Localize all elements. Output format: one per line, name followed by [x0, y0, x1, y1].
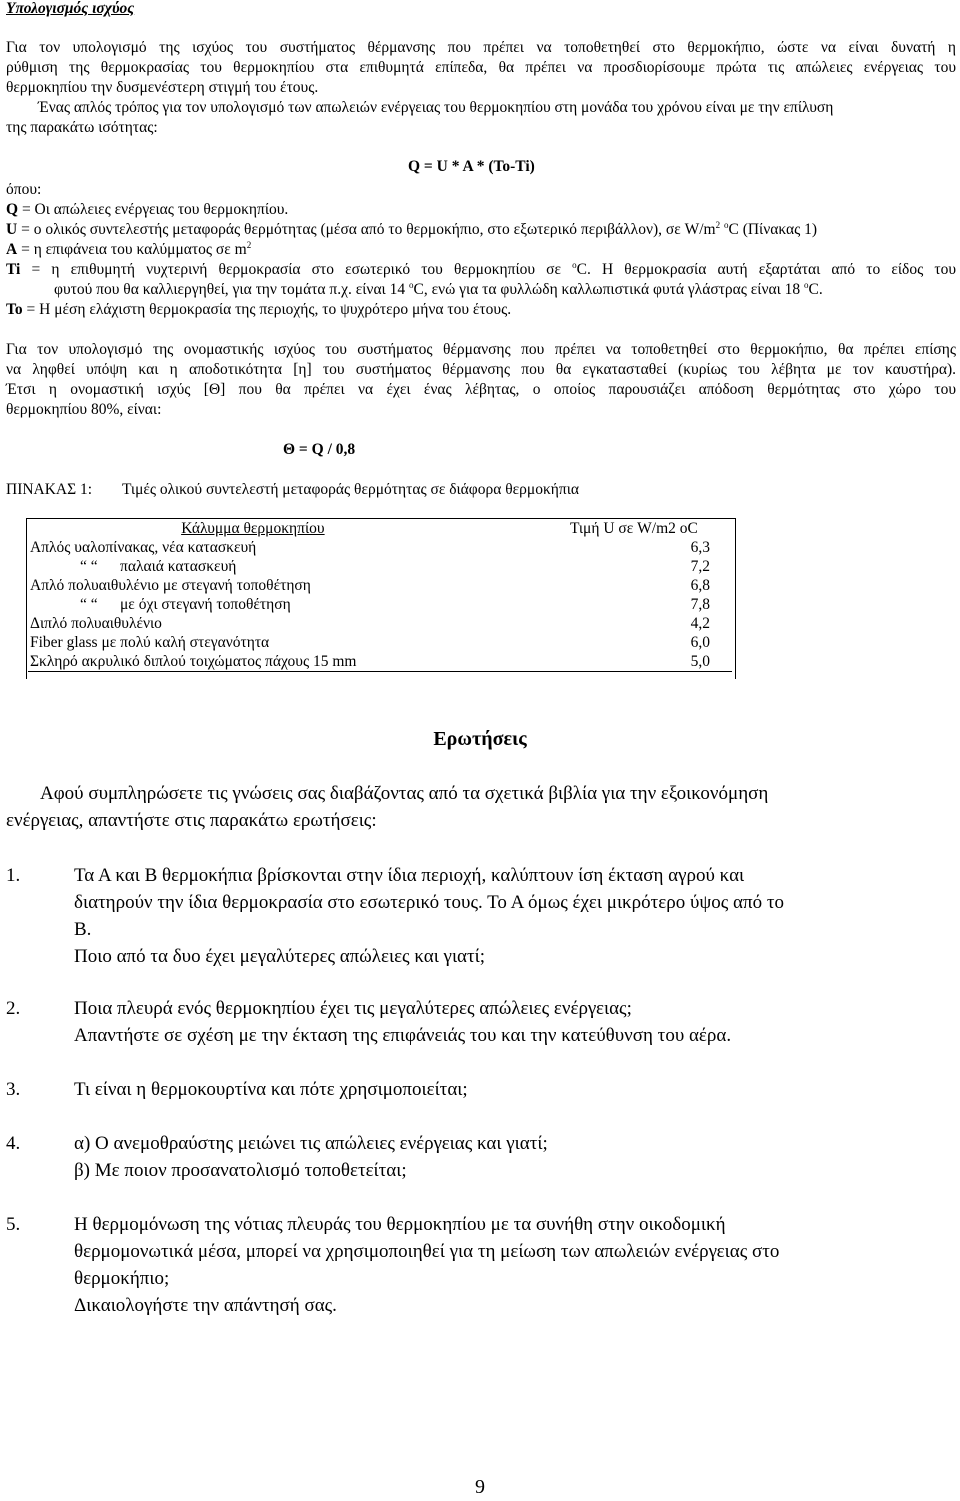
question-number: 1. [6, 865, 21, 886]
table-cell-cover [28, 595, 476, 614]
definition-ti-line2c: C. [808, 281, 823, 298]
intro-line-2: ρύθμιση της θερμοκρασίας του θερμοκηπίου στα επιθυμητά επίπεδα, θα πρέπει να προσδιορίσουμε πρώτα τις απώλειες ενέργειας του [6, 59, 956, 76]
question-text-line: Δικαιολογήστε την απάντησή σας. [74, 1295, 337, 1316]
table-header-u: Τιμή U σε W/m2 oC [569, 520, 698, 537]
table-row [28, 576, 732, 595]
intro-paragraph [6, 38, 956, 138]
question-number: 2. [6, 998, 21, 1019]
question-number: 4. [6, 1133, 21, 1154]
definition-ti-symbol: Ti [6, 261, 21, 278]
definition-a-text: = η επιφάνεια του καλύμματος σε m [17, 241, 247, 258]
table-cell-cover [28, 576, 476, 595]
question-text-line: Τα Α και Β θερμοκήπια βρίσκονται στην ίδια περιοχή, καλύπτουν ίση έκταση αγρού και [74, 865, 745, 886]
definition-a-symbol: A [6, 241, 18, 258]
ditto-mark: “ “ [80, 558, 98, 575]
definition-ti-line2b: C, ενώ για τα φυλλώδη καλλωπιστικά φυτά γλάστρας είναι 18 [413, 281, 805, 298]
definition-u-sup2: o [723, 220, 729, 230]
questions-title: Ερωτήσεις [433, 728, 527, 750]
table-cell-u-value: 7,2 [690, 558, 710, 575]
definition-a [6, 240, 251, 260]
definition-ti [6, 260, 956, 280]
table-row [28, 557, 732, 576]
definition-q-text: = Οι απώλειες ενέργειας του θερμοκηπίου. [18, 201, 289, 218]
question-number: 5. [6, 1214, 21, 1235]
nominal-line-3: Έτσι η ονομαστική ισχύς [Θ] που θα πρέπει να έχει ένας λέβητας, ο οποίος παρουσιάζει απόδοση θερμότητας στο χώρο του [6, 381, 956, 398]
nominal-paragraph [6, 340, 956, 420]
table-cell-u-value: 7,8 [690, 596, 710, 613]
table-cell-cover-label: Fiber glass με πολύ καλή στεγανότητα [30, 634, 270, 651]
definition-q-symbol: Q [6, 201, 19, 218]
definition-u [6, 220, 817, 240]
question-text-line: Η θερμομόνωση της νότιας πλευράς του θερμοκηπίου με τα συνήθη στην οικοδομική [74, 1214, 726, 1235]
definition-ti-text2: C. Η θερμοκρασία αυτή εξαρτάται από το είδος του [576, 261, 956, 278]
definition-to-symbol: To [6, 301, 23, 318]
table-cell-u-value: 6,8 [690, 577, 710, 594]
question-text-line: Ποια πλευρά ενός θερμοκηπίου έχει τις μεγαλύτερες απώλειες ενέργειας; [74, 998, 632, 1019]
table-cell-cover-label: με όχι στεγανή τοποθέτηση [120, 596, 291, 613]
definition-u-symbol: U [6, 221, 18, 238]
table-cell-cover [28, 614, 476, 633]
question-text-line: διατηρούν την ίδια θερμοκρασία στο εσωτερικό τους. Το Α όμως έχει μικρότερο ύψος από το [74, 892, 784, 913]
table-cell-cover [28, 652, 476, 672]
question-text-line: β) Με ποιον προσανατολισμό τοποθετείται; [74, 1160, 407, 1181]
table-row [28, 614, 732, 633]
questions-intro-line-1: Αφού συμπληρώσετε τις γνώσεις σας διαβάζοντας από τα σχετικά βιβλία για την εξοικονόμηση [40, 783, 769, 804]
table-caption-label: ΠΙΝΑΚΑΣ 1: [6, 481, 93, 498]
question-text-line: θερμομονωτικά μέσα, μπορεί να χρησιμοποιηθεί για τη μείωση των απωλειών ενέργειας στο [74, 1241, 780, 1262]
table-cell-u-value: 6,3 [690, 539, 710, 556]
definition-ti-text: = η επιθυμητή νυχτερινή θερμοκρασία στο εσωτερικό του θερμοκηπίου σε [20, 261, 573, 278]
table-row [28, 595, 732, 614]
table-row [28, 633, 732, 652]
definition-ti-line2-sup2: o [804, 280, 809, 290]
nominal-power-formula: Θ = Q / 0,8 [283, 441, 356, 458]
table-cell-cover-label: Σκληρό ακρυλικό διπλού τοιχώματος πάχους 15 mm [30, 653, 357, 670]
table-cell-cover-label: Απλό πολυαιθυλένιο με στεγανή τοποθέτηση [30, 577, 311, 594]
u-values-table [28, 519, 732, 672]
table-cell-u-value: 4,2 [690, 615, 710, 632]
definition-u-text2: C (Πίνακας 1) [728, 221, 818, 238]
question-text-line: Β. [74, 919, 92, 940]
definition-ti-sup: o [572, 260, 577, 270]
nominal-line-4: θερμοκηπίου 80%, είναι: [6, 401, 162, 418]
intro-line-5: της παρακάτω ισότητας: [6, 119, 158, 136]
table-cell-cover-label: Απλός υαλοπίνακας, νέα κατασκευή [30, 539, 257, 556]
question-number: 3. [6, 1079, 21, 1100]
table-cell-cover [28, 538, 476, 557]
nominal-line-2: να ληφθεί υπόψη και η αποδοτικότητα [η] του συστήματος θέρμανσης που θα εγκατασταθεί (κυρίως του λέβητα με τον καυστήρα). [6, 361, 956, 378]
question-text-line: Τι είναι η θερμοκουρτίνα και πότε χρησιμοποιείται; [74, 1079, 468, 1100]
intro-line-3: θερμοκηπίου την δυσμενέστερη στιγμή του έτους. [6, 79, 319, 96]
section-heading: Υπολογισμός ισχύος [6, 0, 135, 17]
intro-line-1: Για τον υπολογισμό της ισχύος του συστήματος θέρμανσης που πρέπει να τοποθετηθεί στο θερμοκήπιο, ώστε να είναι δυνατή η [6, 39, 956, 56]
where-label: όπου: [6, 181, 42, 198]
definition-ti-line2-sup: o [408, 280, 414, 290]
ditto-mark: “ “ [80, 596, 98, 613]
table-row [28, 538, 732, 557]
question-text-line: θερμοκήπιο; [74, 1268, 170, 1289]
table-cell-cover-label: Διπλό πολυαιθυλένιο [30, 615, 162, 632]
definition-to-text: = Η μέση ελάχιστη θερμοκρασία της περιοχής, το ψυχρότερο μήνα του έτους. [22, 301, 512, 318]
definition-q [6, 200, 288, 220]
nominal-line-1: Για τον υπολογισμό της ονομαστικής ισχύος του συστήματος θέρμανσης που πρέπει να τοποθετηθεί στο θερμοκήπιο, θα πρέπει επίσης [6, 341, 956, 358]
question-text-line: Απαντήστε σε σχέση με την έκταση της επιφάνειάς του και την κατεύθυνση του αέρα. [74, 1025, 732, 1046]
table-cell-u-value: 5,0 [476, 652, 732, 672]
table-cell-u-value: 6,0 [690, 634, 710, 651]
definition-to [6, 300, 511, 320]
question-text-line: Ποιο από τα δυο έχει μεγαλύτερες απώλειες και γιατί; [74, 946, 486, 967]
definition-u-text: = ο ολικός συντελεστής μεταφοράς θερμότητας (μέσα από το θερμοκήπιο, στο εξωτερικό περιβάλλον), σε W/m [17, 221, 716, 238]
intro-line-4: Ένας απλός τρόπος για τον υπολογισμό των απωλειών ενέργειας του θερμοκηπίου στη μονάδα του χρόνου είναι με την επίλυση [38, 99, 834, 116]
heat-loss-formula: Q = U * A * (To-Ti) [408, 158, 535, 175]
table-row [28, 652, 732, 672]
questions-intro-line-2: ενέργειας, απαντήστε στις παρακάτω ερωτήσεις: [6, 810, 377, 831]
table-header-cover-label: Κάλυμμα θερμοκηπίου [181, 520, 325, 537]
definition-ti-line2a: φυτού που θα καλλιεργηθεί, για την τομάτα π.χ. είναι 14 [54, 281, 409, 298]
table-cell-cover [28, 633, 476, 652]
table-caption-text: Τιμές ολικού συντελεστή μεταφοράς θερμότητας σε διάφορα θερμοκήπια [122, 481, 579, 498]
table-header-row [28, 519, 732, 538]
definition-a-sup: 2 [246, 240, 252, 250]
table-cell-cover [28, 557, 476, 576]
definition-ti-continued [54, 280, 823, 300]
definition-u-sup1: 2 [715, 220, 721, 230]
table-cell-cover-label: παλαιά κατασκευή [120, 558, 237, 575]
question-text-line: α) Ο ανεμοθραύστης μειώνει τις απώλειες ενέργειας και γιατί; [74, 1133, 548, 1154]
page-number: 9 [475, 1476, 485, 1498]
table-header-cover [28, 519, 476, 538]
